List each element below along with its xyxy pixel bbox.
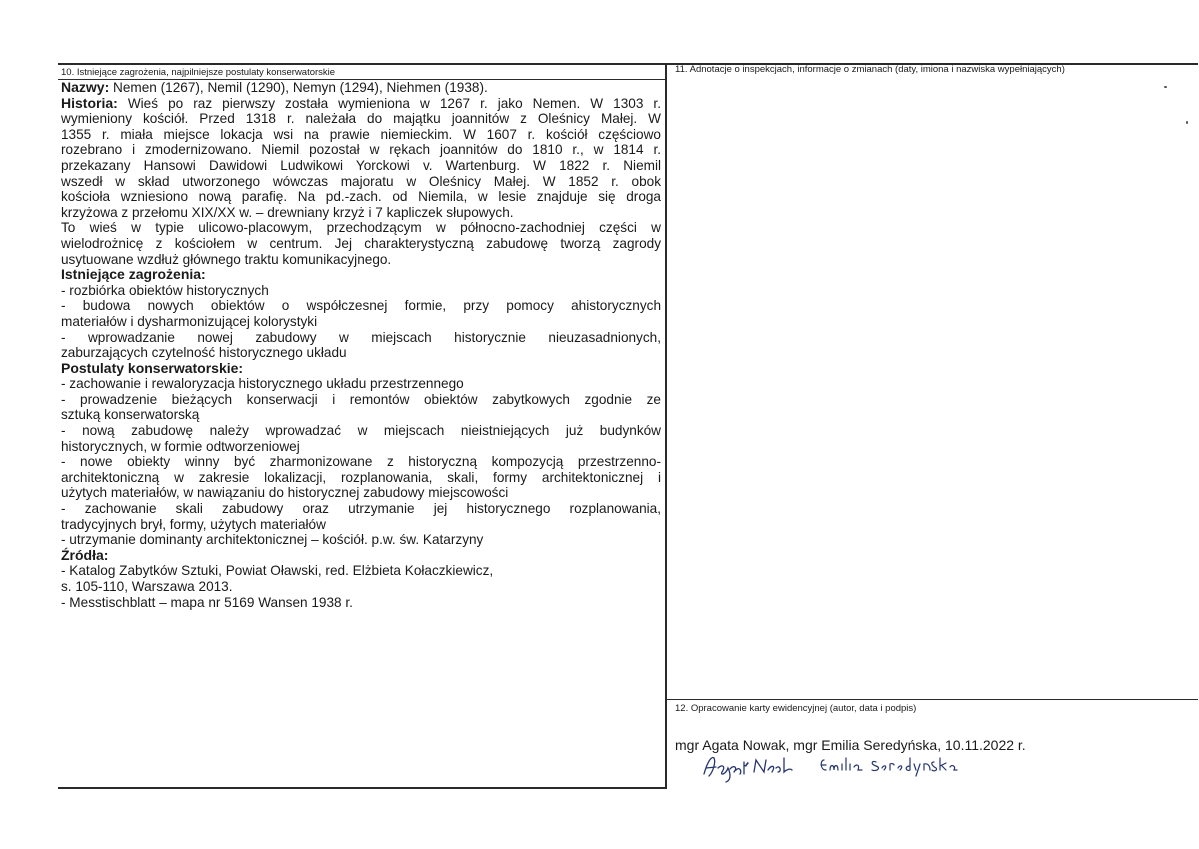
postulaty-item: - zachowanie i rewaloryzacja historycznego układu przestrzennego xyxy=(61,376,464,392)
postulaty-item-cont: użytych materiałów, w nawiązaniu do historycznej zabudowy miejscowości xyxy=(61,485,509,501)
zagrozenia-item-cont: materiałów i dysharmonizującej kolorystyki xyxy=(61,313,318,329)
historia-line: wymieniony kościół. Przed 1318 r. należała do majątku joannitów z Oleśnicy Małej. W xyxy=(61,111,661,127)
zagrozenia-heading: Istniejące zagrożenia: xyxy=(61,266,206,283)
nazwy-heading: Nazwy: xyxy=(61,79,110,95)
postulaty-item: - nowe obiekty winny być zharmonizowane z historyczną kompozycją przestrzenno- xyxy=(61,454,661,470)
signature-agata-nowak xyxy=(700,752,795,784)
historia-line: kościoła wzniesiono nową parafię. Na pd.-zach. od Niemila, w lesie znajduje się droga xyxy=(61,189,661,205)
section-10 xyxy=(61,67,661,610)
settlement-line: wielodrożnicę z kościołem w centrum. Jej charakterystyczną zabudowę tworzą zagrody xyxy=(61,235,661,251)
postulaty-item: - nową zabudowę należy wprowadzać w miejscach nieistniejących już budynków xyxy=(61,423,661,439)
scan-speck xyxy=(1186,121,1188,124)
section-11-label: 11. Adnotacje o inspekcjach, informacje o zmianach (daty, imiona i nazwiska wypełniających) xyxy=(675,64,1065,75)
historia-line: Historia: Wieś po raz pierwszy została wymieniona w 1267 r. jako Nemen. W 1303 r. xyxy=(61,94,661,111)
historia-line: 1355 r. miała miejsce lokacja wsi na prawie niemieckim. W 1607 r. kościół częściowo xyxy=(61,126,661,142)
postulaty-heading: Postulaty konserwatorskie: xyxy=(61,359,244,376)
postulaty-item-cont: tradycyjnych brył, formy, użytych materiałów xyxy=(61,516,326,532)
postulaty-item-cont: architektoniczną w zakresie lokalizacji, rozplanowania, skali, formy architektonicznej i xyxy=(61,469,661,485)
zagrozenia-item-cont: zaburzających czytelność historycznego układu xyxy=(61,345,347,361)
zrodla-heading: Źródła: xyxy=(61,546,109,563)
settlement-line: usytuowane wzdłuż głównego traktu komunikacyjnego. xyxy=(61,251,392,267)
postulaty-item: - utrzymanie dominanty architektonicznej – kościół. p.w. św. Katarzyny xyxy=(61,532,484,548)
section-10-label: 10. Istniejące zagrożenia, najpilniejsze postulaty konserwatorskie xyxy=(61,67,336,78)
signature-emilia-seredynska xyxy=(818,752,958,778)
historia-line: krzyżowa z przełomu XIX/XX w. – drewniany krzyż i 7 kapliczek słupowych. xyxy=(61,204,514,220)
historia-line: wszedł w skład utworzonego wówczas majoratu w Oleśnicy Małej. W 1852 r. obok xyxy=(61,173,661,189)
bottom-border-line xyxy=(58,787,667,789)
historia-paragraph xyxy=(61,96,661,221)
zrodla-line: s. 105-110, Warszawa 2013. xyxy=(61,579,233,594)
authors-line: mgr Agata Nowak, mgr Emilia Seredyńska, 10.11.2022 r. xyxy=(675,737,1026,753)
historia-line: przekazany Hansowi Dawidowi Ludwikowi Yorckowi v. Wartenburg. W 1822 r. Niemil xyxy=(61,157,661,173)
zagrozenia-item: - wprowadzanie nowej zabudowy w miejscach historycznie nieuzasadnionych, xyxy=(61,329,661,345)
zagrozenia-item: - rozbiórka obiektów historycznych xyxy=(61,282,269,298)
historia-heading: Historia: xyxy=(61,94,118,111)
nazwy-paragraph xyxy=(61,80,661,96)
postulaty-item-cont: sztuką konserwatorską xyxy=(61,407,200,423)
settlement-line: To wieś w typie ulicowo-placowym, przechodzącym w północno-zachodniej części w xyxy=(61,220,661,236)
column-divider xyxy=(665,63,667,789)
zrodla-line: - Messtischblatt – mapa nr 5169 Wansen 1938 r. xyxy=(61,594,353,610)
section-12-top-line xyxy=(665,699,1198,700)
zrodla-line: - Katalog Zabytków Sztuki, Powiat Oławski, red. Elżbieta Kołaczkiewicz, xyxy=(61,563,494,579)
postulaty-item: - prowadzenie bieżących konserwacji i remontów obiektów zabytkowych zgodnie ze xyxy=(61,391,661,407)
historia-line: rozebrano i zmodernizowano. Niemil pozostał w rękach joannitów do 1810 r., w 1814 r. xyxy=(61,142,661,158)
postulaty-item: - zachowanie skali zabudowy oraz utrzymanie jej historycznego rozplanowania, xyxy=(61,501,661,517)
settlement-paragraph xyxy=(61,220,661,267)
scan-speck xyxy=(1164,86,1167,88)
zagrozenia-item: - budowa nowych obiektów o współczesnej formie, przy pomocy ahistorycznych xyxy=(61,298,661,314)
nazwy-text: Nemen (1267), Nemil (1290), Nemyn (1294), Niehmen (1938). xyxy=(109,80,488,95)
postulaty-item-cont: historycznych, w formie odtworzeniowej xyxy=(61,438,300,454)
section-12-label: 12. Opracowanie karty ewidencyjnej (autor, data i podpis) xyxy=(675,703,917,714)
